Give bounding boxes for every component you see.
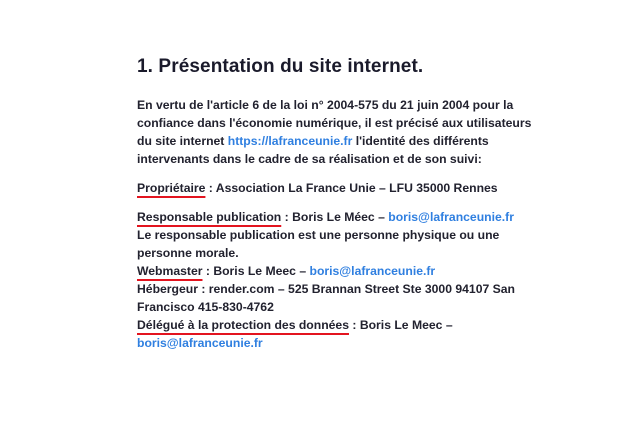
webmaster-value: : Boris Le Meec – bbox=[202, 264, 310, 278]
publication-manager-email-link[interactable]: boris@lafranceunie.fr bbox=[388, 210, 514, 224]
legal-notice-content bbox=[137, 56, 537, 352]
webmaster-line bbox=[137, 262, 537, 280]
dpo-email-link[interactable]: boris@lafranceunie.fr bbox=[137, 336, 263, 350]
publication-manager-value: : Boris Le Méec – bbox=[281, 210, 389, 224]
page-title: 1. Présentation du site internet. bbox=[137, 56, 424, 77]
intro-paragraph bbox=[137, 96, 537, 168]
publication-manager-label: Responsable publication bbox=[137, 210, 282, 224]
dpo-line bbox=[137, 316, 537, 352]
site-link[interactable]: https://lafranceunie.fr bbox=[227, 134, 353, 148]
dpo-value: : Boris Le Meec – bbox=[348, 318, 453, 332]
webmaster-label: Webmaster bbox=[137, 264, 203, 278]
owner-line bbox=[137, 179, 537, 197]
publication-manager-line bbox=[137, 208, 537, 226]
owner-label: Propriétaire bbox=[137, 181, 206, 195]
intro-text-after: l'identité des différents intervenants dans le cadre de sa réalisation et de son suivi: bbox=[137, 134, 489, 166]
host-line: Hébergeur : render.com – 525 Brannan Street Ste 3000 94107 San Francisco 415-830-4762 bbox=[137, 282, 515, 314]
dpo-label: Délégué à la protection des données bbox=[137, 318, 349, 332]
webmaster-email-link[interactable]: boris@lafranceunie.fr bbox=[309, 264, 436, 278]
intro-text-before: En vertu de l'article 6 de la loi n° 2004-575 du 21 juin 2004 pour la confiance dans l'économie numérique, il est précisé aux utilisateurs du site internet bbox=[137, 98, 532, 148]
owner-value: : Association La France Unie – LFU 35000 Rennes bbox=[205, 181, 498, 195]
publication-manager-note: Le responsable publication est une personne physique ou une personne morale. bbox=[137, 228, 500, 260]
